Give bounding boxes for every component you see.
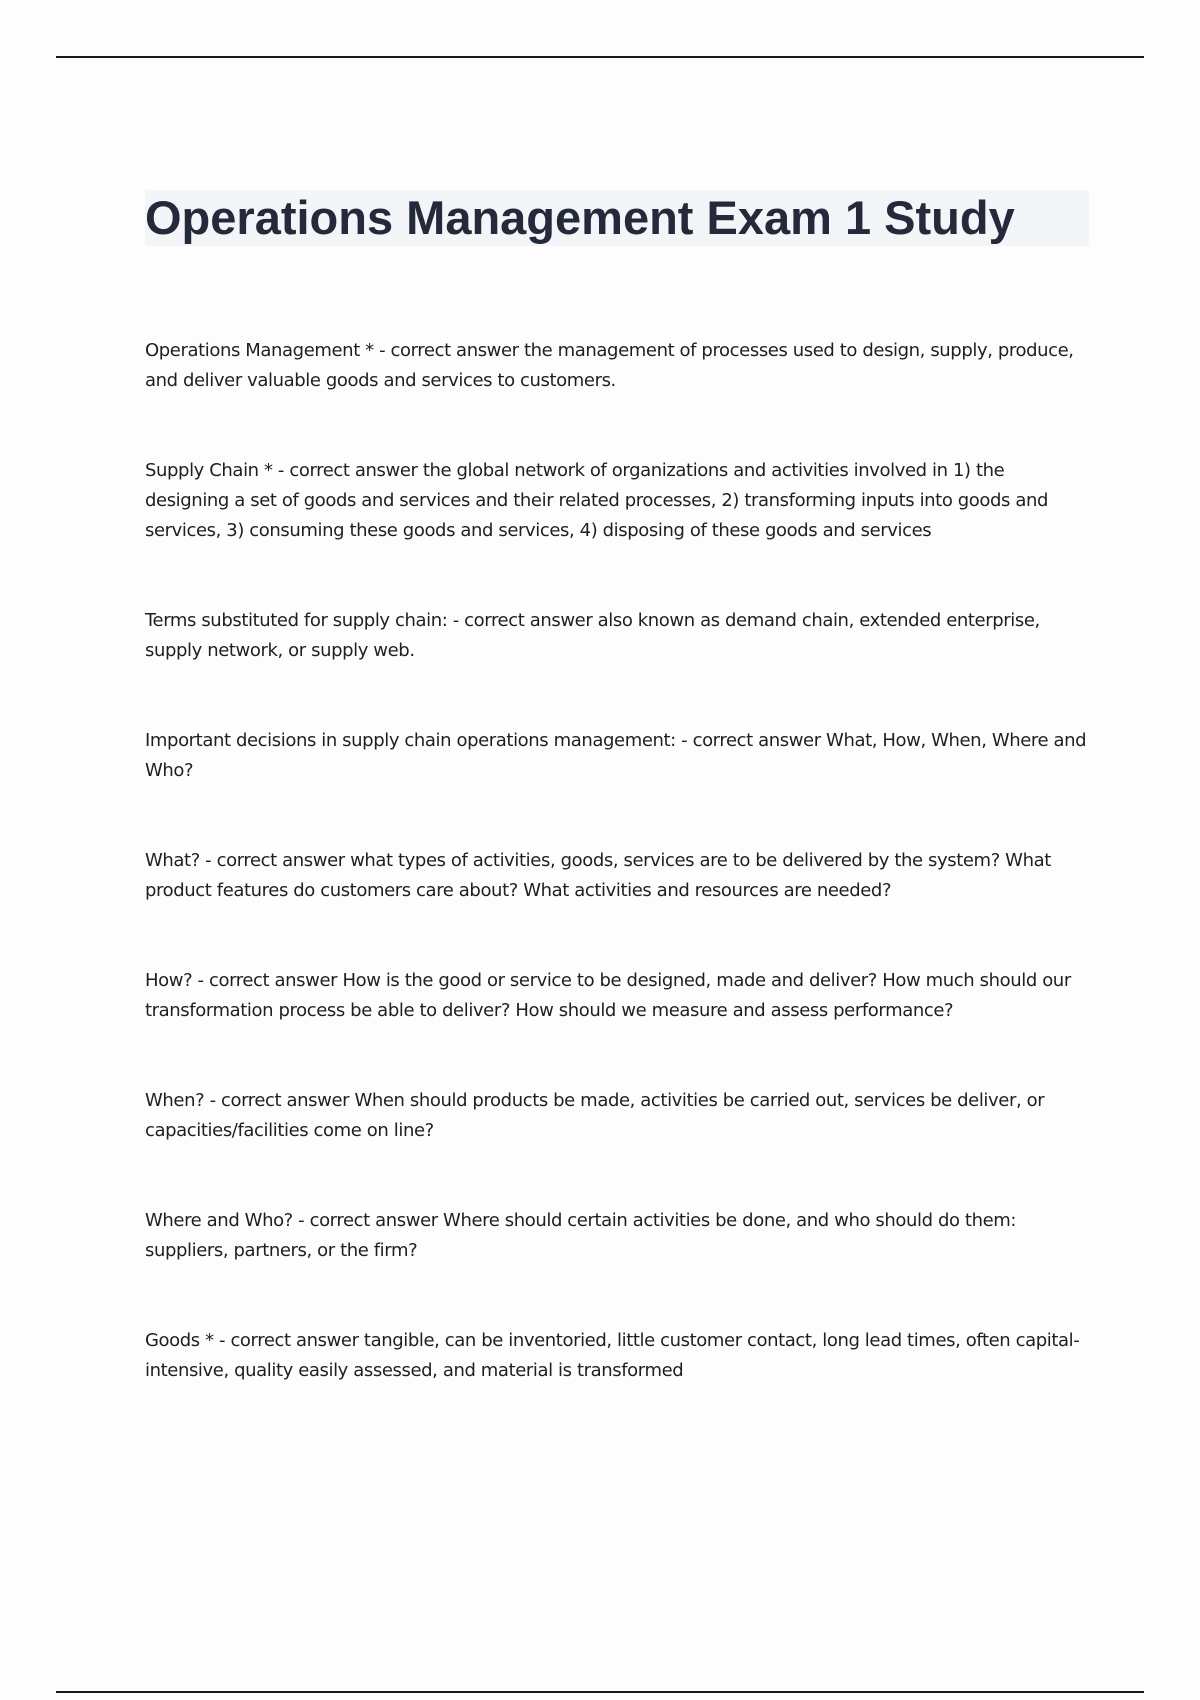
- entry-where-and-who: Where and Who? - correct answer Where should certain activities be done, and who should do them: suppliers, partners, or the firm?: [145, 1210, 1017, 1261]
- entry-what: What? - correct answer what types of activities, goods, services are to be delivered by the system? What product features do customers care about? What activities and resources are needed?: [145, 850, 1051, 901]
- top-rule: [56, 56, 1144, 58]
- entry-supply-chain: Supply Chain * - correct answer the global network of organizations and activities involved in 1) the designing a set of goods and services and their related processes, 2) transforming inputs into goods and services, 3) consuming these goods and services, 4) disposing of these goods and services: [145, 460, 1049, 541]
- entry-when: When? - correct answer When should products be made, activities be carried out, services be deliver, or capacities/facilities come on line?: [145, 1090, 1045, 1141]
- entry-important-decisions: Important decisions in supply chain operations management: - correct answer What, How, When, Where and Who?: [145, 730, 1087, 781]
- page-title: Operations Management Exam 1 Study: [145, 191, 1015, 244]
- entry-list: [145, 336, 1090, 1446]
- bottom-rule: [56, 1691, 1144, 1693]
- entry-terms-substituted: Terms substituted for supply chain: - correct answer also known as demand chain, extended enterprise, supply network, or supply web.: [145, 610, 1040, 661]
- entry-operations-management: Operations Management * - correct answer the management of processes used to design, supply, produce, and deliver valuable goods and services to customers.: [145, 340, 1074, 391]
- entry-goods: Goods * - correct answer tangible, can be inventoried, little customer contact, long lead times, often capital-intensive, quality easily assessed, and material is transformed: [145, 1330, 1080, 1381]
- entry-how: How? - correct answer How is the good or service to be designed, made and deliver? How much should our transformation process be able to deliver? How should we measure and assess performance?: [145, 970, 1071, 1021]
